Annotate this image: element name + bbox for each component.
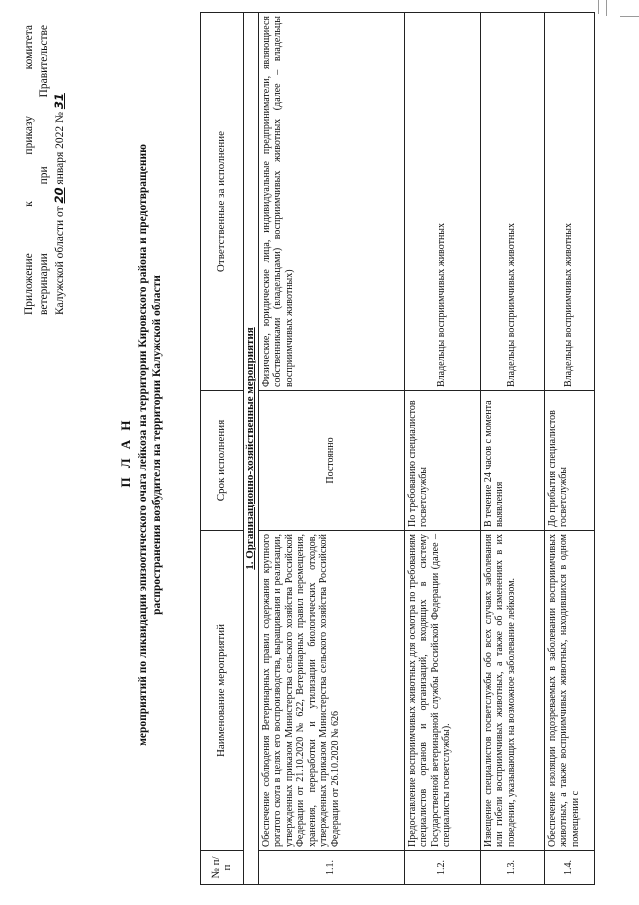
row-term: По требованию специалистов госветслужбы: [404, 391, 480, 531]
row-name: Обеспечение изоляции подозреваемых в заболевании восприимчивых животных, а также восприимчивых животных, находившихся в одном помещении с: [544, 531, 594, 851]
header-name: Наименование мероприятий: [201, 531, 244, 851]
row-num: 1.3.: [480, 851, 544, 885]
plan-subtitle-line-1: мероприятий по ликвидации эпизоотического очага лейкоза на территории Кировского района и предотвращению: [137, 144, 149, 746]
table-header-row: [201, 13, 244, 885]
table-row: [258, 13, 404, 885]
row-responsible: Физические, юридические лица, индивидуальные предприниматели, являющиеся собственниками (владельцами) восприимчивых животных (далее – владельцы восприимчивых животных): [258, 13, 404, 391]
row-num: 1.1.: [258, 851, 404, 885]
section-row: [244, 13, 259, 885]
plan-title: П Л А Н: [118, 417, 133, 488]
appendix-line-1: Приложение к приказу комитета: [23, 25, 35, 315]
handwritten-day: 20: [52, 187, 66, 204]
row-term: В течение 24 часов с момента выявления: [480, 391, 544, 531]
table-row: [544, 13, 594, 885]
row-term: Постоянно: [258, 391, 404, 531]
plan-subtitle: [136, 95, 164, 795]
handwritten-order-number: 31: [52, 93, 66, 110]
table-row: [480, 13, 544, 885]
row-name: Предоставление восприимчивых животных для осмотра по требованиям специалистов органов и организаций, входящих в систему Государственной ветеринарной службы Российской Федерации (далее – специалисты госветслужбы).: [404, 531, 480, 851]
header-term: Срок исполнения: [201, 391, 244, 531]
row-num: 1.2.: [404, 851, 480, 885]
row-responsible: Владельцы восприимчивых животных: [404, 13, 480, 391]
appendix-note: [22, 25, 68, 315]
plan-subtitle-line-2: распространения возбудителя на территории Калужской области: [151, 275, 163, 615]
appendix-line-2: ветеринарии при Правительстве: [38, 25, 50, 315]
row-responsible: Владельцы восприимчивых животных: [480, 13, 544, 391]
section-title: 1. Организационно-хозяйственные мероприятия: [244, 13, 259, 885]
header-responsible: Ответственные за исполнение: [201, 13, 244, 391]
row-term: До прибытия специалистов госветслужбы: [544, 391, 594, 531]
table-row: [404, 13, 480, 885]
row-responsible: Владельцы восприимчивых животных: [544, 13, 594, 391]
measures-table: [200, 12, 595, 885]
row-name: Обеспечение соблюдения Ветеринарных правил содержания крупного рогатого скота в целях его воспроизводства, выращивания и реализации, утвержденных приказом Министерства сельского хозяйства Российской Федерации от 21.10.2020 № 622, Ветеринарных правил перемещения, хранения, переработки и утилизации биологических отходов, утвержденных приказом Министерства сельского хозяйства Российской Федерации от 26.10.2020 № 626: [258, 531, 404, 851]
header-num: № п/п: [201, 851, 244, 885]
row-name: Извещение специалистов госветслужбы обо всех случаях заболевания или гибели восприимчивых животных, а также об изменениях в их поведении, указывающих на возможное заболевание лейкозом.: [480, 531, 544, 851]
appendix-line-3: Калужской области от 20 января 2022 № 31: [52, 93, 66, 315]
row-num: 1.4.: [544, 851, 594, 885]
